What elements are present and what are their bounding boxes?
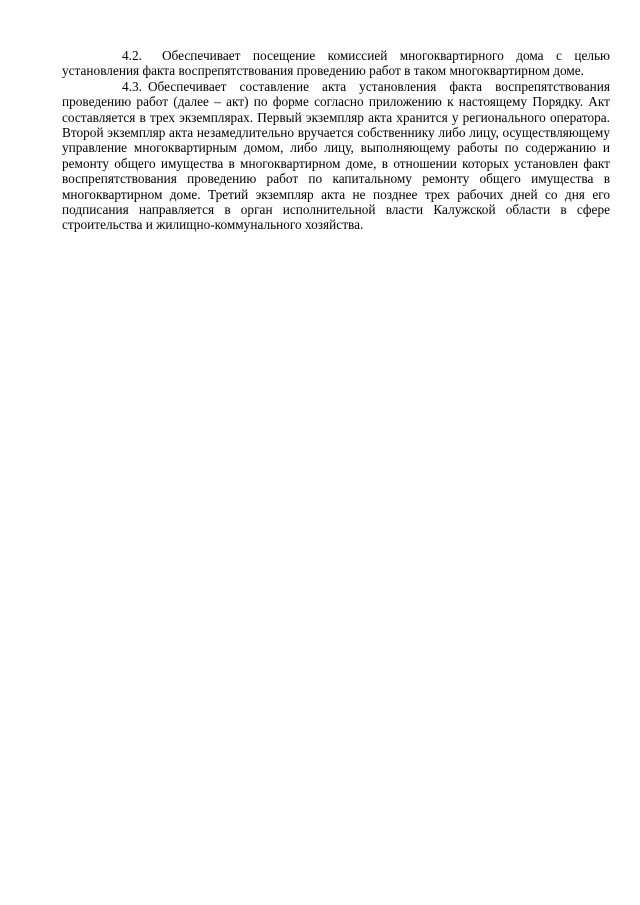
paragraph-4-3 xyxy=(62,79,610,233)
paragraph-4-2 xyxy=(62,48,610,79)
paragraph-number: 4.2. xyxy=(122,48,142,63)
paragraph-text: Обеспечивает посещение комиссией многоквартирного дома с целью установления факта воспрепятствования проведению работ в таком многоквартирном доме. xyxy=(62,48,610,79)
document-body xyxy=(62,48,610,233)
paragraph-text: Обеспечивает составление акта установления факта воспрепятствования проведению работ (далее – акт) по форме согласно приложению к настоящему Порядку. Акт составляется в трех экземплярах. Первый экземпляр акта хранится у регионального оператора. Второй экземпляр акта незамедлительно вручается собственнику либо лицу, осуществляющему управление многоквартирным домом, либо лицу, выполняющему работы по содержанию и ремонту общего имущества в многоквартирном доме, в отношении которых установлен факт воспрепятствования проведению работ по капитальному ремонту общего имущества в многоквартирном доме. Третий экземпляр акта не позднее трех рабочих дней со дня его подписания направляется в орган исполнительной власти Калужской области в сфере строительства и жилищно-коммунального хозяйства. xyxy=(62,78,610,233)
paragraph-number: 4.3. xyxy=(122,78,142,94)
